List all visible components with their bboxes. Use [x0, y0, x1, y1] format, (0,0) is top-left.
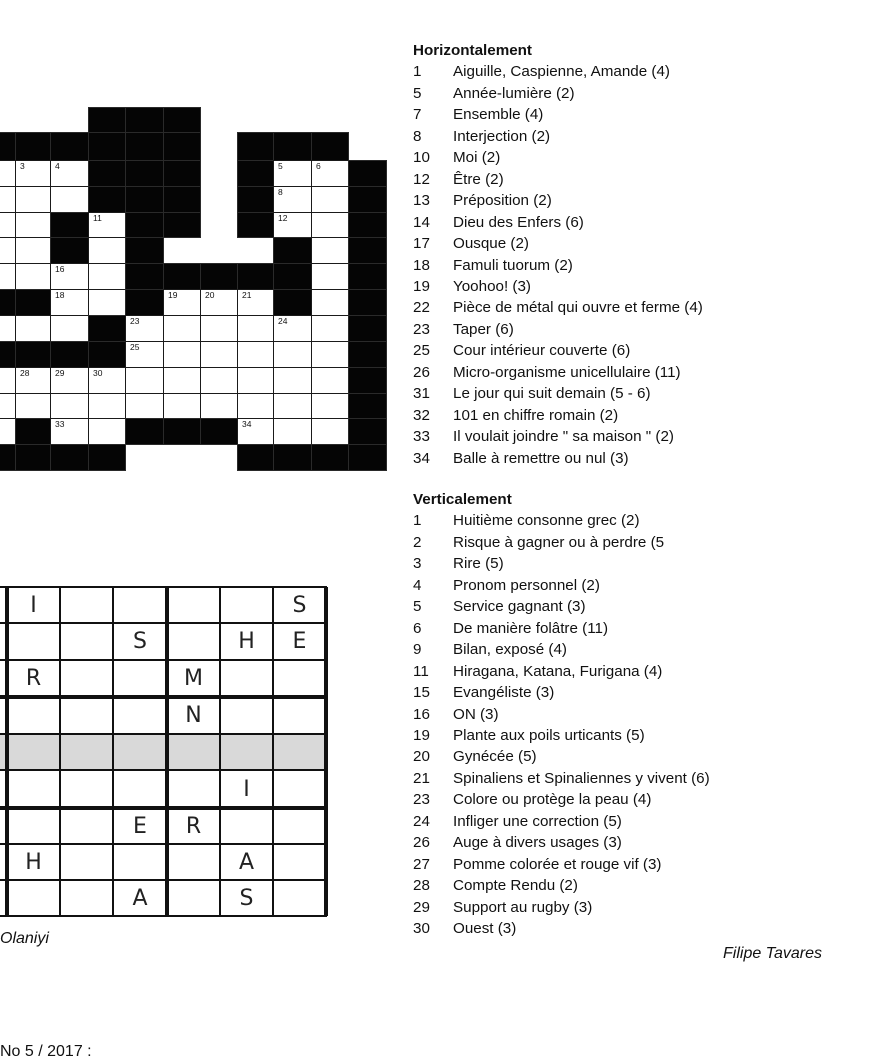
down-clue	[413, 746, 710, 767]
sudoku-cell[interactable]: H	[220, 623, 273, 660]
clue-number: 18	[413, 256, 430, 274]
across-clue	[413, 340, 703, 361]
black-square	[348, 367, 387, 394]
clue-text: Être (2)	[453, 170, 504, 188]
sudoku-cell[interactable]	[113, 844, 167, 880]
sudoku-cell[interactable]: S	[113, 623, 167, 660]
clue-text: Colore ou protège la peau (4)	[453, 791, 652, 809]
clue-text: Dieu des Enfers (6)	[453, 213, 584, 231]
down-clue	[413, 918, 710, 939]
sudoku-cell[interactable]	[7, 770, 60, 808]
clue-number: 20	[413, 748, 430, 766]
clue-number: 17	[413, 235, 430, 253]
grid-line	[219, 587, 221, 916]
clue-number: 6	[413, 619, 422, 637]
clue-text: Yoohoo! (3)	[453, 277, 531, 295]
across-clue	[413, 405, 703, 426]
across-clue	[413, 104, 703, 125]
sudoku-cell[interactable]	[273, 808, 326, 844]
clue-number: 20	[205, 290, 215, 300]
down-clue	[413, 532, 710, 553]
clue-number: 4	[413, 576, 422, 594]
clue-text: Pièce de métal qui ouvre et ferme (4)	[453, 299, 703, 317]
sudoku-cell[interactable]	[220, 660, 273, 697]
down-clue	[413, 897, 710, 918]
sudoku-cell[interactable]	[113, 660, 167, 697]
sudoku-cell[interactable]	[7, 697, 60, 734]
clue-number: 5	[413, 598, 422, 616]
clue-text: De manière folâtre (11)	[453, 619, 609, 637]
down-clue	[413, 510, 710, 531]
clue-number: 16	[413, 705, 430, 723]
clue-number: 34	[413, 449, 430, 467]
sudoku-cell[interactable]	[60, 770, 113, 808]
black-square	[348, 341, 387, 368]
clue-text: 101 en chiffre romain (2)	[453, 406, 619, 424]
clue-text: Ousque (2)	[453, 235, 529, 253]
black-square	[348, 315, 387, 342]
down-clue	[413, 768, 710, 789]
grid-line	[59, 587, 61, 916]
clue-text: ON (3)	[453, 705, 499, 723]
sudoku-cell[interactable]	[167, 587, 220, 623]
sudoku-cell[interactable]	[220, 734, 273, 770]
clue-number: 18	[55, 290, 65, 300]
clue-text: Pronom personnel (2)	[453, 576, 600, 594]
clue-number: 12	[413, 170, 430, 188]
clue-text: Hiragana, Katana, Furigana (4)	[453, 662, 663, 680]
sudoku-cell[interactable]	[60, 734, 113, 770]
sudoku-cell[interactable]	[220, 587, 273, 623]
clue-number: 25	[413, 342, 430, 360]
clue-text: Famuli tuorum (2)	[453, 256, 573, 274]
sudoku-cell[interactable]	[273, 770, 326, 808]
across-clue	[413, 255, 703, 276]
sudoku-cell[interactable]	[113, 734, 167, 770]
black-square	[348, 160, 387, 187]
clue-text: Préposition (2)	[453, 192, 552, 210]
clue-number: 9	[413, 641, 422, 659]
clue-number: 15	[413, 684, 430, 702]
clue-text: Infliger une correction (5)	[453, 812, 622, 830]
sudoku-cell[interactable]	[273, 880, 326, 916]
clue-text: Le jour qui suit demain (5 - 6)	[453, 385, 651, 403]
sudoku-cell[interactable]	[167, 734, 220, 770]
clue-number: 7	[413, 106, 422, 124]
sudoku-cell[interactable]	[60, 623, 113, 660]
black-square	[348, 444, 387, 471]
black-square	[348, 289, 387, 316]
across-clue	[413, 276, 703, 297]
sudoku-cell[interactable]: I	[220, 770, 273, 808]
clue-text: Aiguille, Caspienne, Amande (4)	[453, 63, 670, 81]
sudoku-cell[interactable]	[113, 697, 167, 734]
clue-number: 5	[278, 161, 283, 171]
clue-number: 12	[278, 213, 288, 223]
down-clue	[413, 575, 710, 596]
clue-text: Rire (5)	[453, 555, 504, 573]
clue-text: Huitième consonne grec (2)	[453, 512, 640, 530]
black-square	[348, 212, 387, 238]
sudoku-cell[interactable]: S	[273, 587, 326, 623]
clue-text: Pomme colorée et rouge vif (3)	[453, 855, 662, 873]
sudoku-cell[interactable]	[220, 697, 273, 734]
clue-number: 30	[413, 920, 430, 938]
down-clue	[413, 661, 710, 682]
across-heading: Horizontalement	[413, 42, 532, 59]
black-square	[348, 263, 387, 290]
across-clue	[413, 426, 703, 447]
across-clue	[413, 297, 703, 318]
clue-number: 8	[413, 127, 422, 145]
clue-text: Spinaliens et Spinaliennes y vivent (6)	[453, 769, 710, 787]
sudoku-cell[interactable]: E	[113, 808, 167, 844]
clue-number: 26	[413, 834, 430, 852]
sudoku-cell[interactable]	[167, 623, 220, 660]
across-clue-list	[413, 61, 703, 469]
clue-text: Interjection (2)	[453, 127, 551, 145]
clue-number: 19	[168, 290, 178, 300]
down-clue	[413, 832, 710, 853]
clue-number: 13	[413, 192, 430, 210]
sudoku-cell[interactable]: S	[220, 880, 273, 916]
sudoku-cell[interactable]: I	[7, 587, 60, 623]
black-square	[348, 393, 387, 419]
sudoku-cell[interactable]	[7, 734, 60, 770]
clue-text: Evangéliste (3)	[453, 684, 555, 702]
clue-number: 3	[413, 555, 422, 573]
clue-text: Plante aux poils urticants (5)	[453, 726, 645, 744]
across-clue	[413, 448, 703, 469]
clue-text: Cour intérieur couverte (6)	[453, 342, 631, 360]
down-clue-list	[413, 510, 710, 939]
sudoku-cell[interactable]	[60, 697, 113, 734]
clue-text: Il voulait joindre " sa maison " (2)	[453, 428, 674, 446]
sudoku-cell[interactable]	[167, 844, 220, 880]
clue-number: 27	[413, 855, 430, 873]
down-clue	[413, 596, 710, 617]
sudoku-cell[interactable]: R	[167, 808, 220, 844]
grid-line	[272, 587, 274, 916]
box-divider	[5, 587, 9, 916]
sudoku-cell[interactable]	[60, 808, 113, 844]
black-square	[348, 186, 387, 213]
clue-number: 2	[413, 533, 422, 551]
clue-number: 26	[413, 363, 430, 381]
clue-number: 31	[413, 385, 430, 403]
clue-number: 29	[55, 368, 65, 378]
clue-number: 8	[278, 187, 283, 197]
clue-number: 33	[413, 428, 430, 446]
clue-number: 29	[413, 898, 430, 916]
sudoku-cell[interactable]	[273, 844, 326, 880]
clue-number: 30	[93, 368, 103, 378]
clue-number: 10	[413, 149, 430, 167]
across-clue	[413, 169, 703, 190]
grid-line	[0, 622, 327, 624]
sudoku-cell[interactable]	[220, 808, 273, 844]
clue-number: 24	[278, 316, 288, 326]
across-clue	[413, 190, 703, 211]
clue-number: 22	[413, 299, 430, 317]
across-clue	[413, 362, 703, 383]
box-divider	[0, 695, 327, 699]
clue-text: Ensemble (4)	[453, 106, 544, 124]
clue-number: 21	[242, 290, 252, 300]
down-clue	[413, 639, 710, 660]
clue-number: 11	[413, 662, 429, 680]
clue-text: Compte Rendu (2)	[453, 877, 578, 895]
sudoku-cell[interactable]	[60, 587, 113, 623]
clue-number: 28	[413, 877, 430, 895]
letter-sudoku-grid	[0, 0, 340, 930]
down-clue	[413, 875, 710, 896]
down-heading: Verticalement	[413, 491, 512, 508]
clue-number: 14	[413, 213, 430, 231]
clue-text: Auge à divers usages (3)	[453, 834, 622, 852]
clue-number: 1	[413, 63, 422, 81]
down-clue	[413, 553, 710, 574]
across-clue	[413, 83, 703, 104]
sudoku-cell[interactable]	[7, 880, 60, 916]
sudoku-cell[interactable]: H	[7, 844, 60, 880]
down-clue	[413, 854, 710, 875]
clue-number: 28	[20, 368, 30, 378]
across-clue	[413, 383, 703, 404]
across-clue	[413, 233, 703, 254]
clue-number: 34	[242, 419, 252, 429]
clue-number: 23	[130, 316, 140, 326]
black-square	[348, 418, 387, 445]
grid-line	[0, 879, 327, 881]
grid-line	[0, 915, 327, 917]
across-clue	[413, 61, 703, 82]
sudoku-cell[interactable]: N	[167, 697, 220, 734]
sudoku-cell[interactable]	[167, 880, 220, 916]
clue-text: Taper (6)	[453, 320, 514, 338]
across-clue	[413, 212, 703, 233]
sudoku-cell[interactable]: R	[7, 660, 60, 697]
sudoku-cell[interactable]: E	[273, 623, 326, 660]
sudoku-cell[interactable]	[273, 734, 326, 770]
sudoku-cell[interactable]: A	[220, 844, 273, 880]
sudoku-cell[interactable]: A	[113, 880, 167, 916]
sudoku-author: Olaniyi	[0, 930, 49, 947]
sudoku-cell[interactable]	[273, 660, 326, 697]
clue-number: 3	[20, 161, 25, 171]
grid-line	[0, 733, 327, 735]
clue-text: Service gagnant (3)	[453, 598, 586, 616]
clue-number: 25	[130, 342, 140, 352]
across-clue	[413, 147, 703, 168]
clue-text: Support au rugby (3)	[453, 898, 593, 916]
sudoku-cell[interactable]	[167, 770, 220, 808]
clue-number: 21	[413, 769, 430, 787]
across-clue	[413, 126, 703, 147]
grid-line	[112, 587, 114, 916]
down-clues	[413, 489, 710, 940]
clue-text: Gynécée (5)	[453, 748, 537, 766]
clue-number: 11	[93, 213, 102, 223]
grid-line	[0, 769, 327, 771]
across-clue	[413, 319, 703, 340]
clue-text: Moi (2)	[453, 149, 501, 167]
clue-number: 32	[413, 406, 430, 424]
clue-text: Micro-organisme unicellulaire (11)	[453, 363, 681, 381]
across-clues	[413, 40, 703, 469]
sudoku-cell[interactable]	[60, 660, 113, 697]
sudoku-cell[interactable]	[7, 808, 60, 844]
clue-text: Bilan, exposé (4)	[453, 641, 567, 659]
sudoku-cell[interactable]: M	[167, 660, 220, 697]
clue-text: Risque à gagner ou à perdre (5	[453, 533, 665, 551]
grid-line	[0, 586, 327, 588]
down-clue	[413, 811, 710, 832]
clue-number: 1	[413, 512, 422, 530]
clue-text: Année-lumière (2)	[453, 84, 575, 102]
sudoku-cell[interactable]	[60, 880, 113, 916]
clue-number: 5	[413, 84, 422, 102]
clue-number: 6	[316, 161, 321, 171]
issue-label: No 5 / 2017 :	[0, 1043, 92, 1060]
grid-line	[0, 659, 327, 661]
clue-number: 23	[413, 320, 430, 338]
box-divider	[324, 587, 328, 916]
clue-number: 33	[55, 419, 65, 429]
clue-number: 23	[413, 791, 430, 809]
down-clue	[413, 789, 710, 810]
clue-number: 4	[55, 161, 60, 171]
sudoku-cell[interactable]	[273, 697, 326, 734]
box-divider	[165, 587, 169, 916]
clue-number: 19	[413, 277, 430, 295]
grid-line	[0, 843, 327, 845]
clue-number: 19	[413, 726, 430, 744]
clue-text: Balle à remettre ou nul (3)	[453, 449, 629, 467]
down-clue	[413, 704, 710, 725]
sudoku-cell[interactable]	[60, 844, 113, 880]
black-square	[348, 237, 387, 264]
clue-number: 16	[55, 264, 65, 274]
box-divider	[0, 806, 327, 810]
sudoku-cell[interactable]	[113, 587, 167, 623]
sudoku-cell[interactable]	[113, 770, 167, 808]
sudoku-cell[interactable]	[7, 623, 60, 660]
down-clue	[413, 682, 710, 703]
down-clue	[413, 725, 710, 746]
down-clue	[413, 618, 710, 639]
crossword-author: Filipe Tavares	[723, 945, 823, 962]
clue-number: 24	[413, 812, 430, 830]
clue-text: Ouest (3)	[453, 920, 517, 938]
